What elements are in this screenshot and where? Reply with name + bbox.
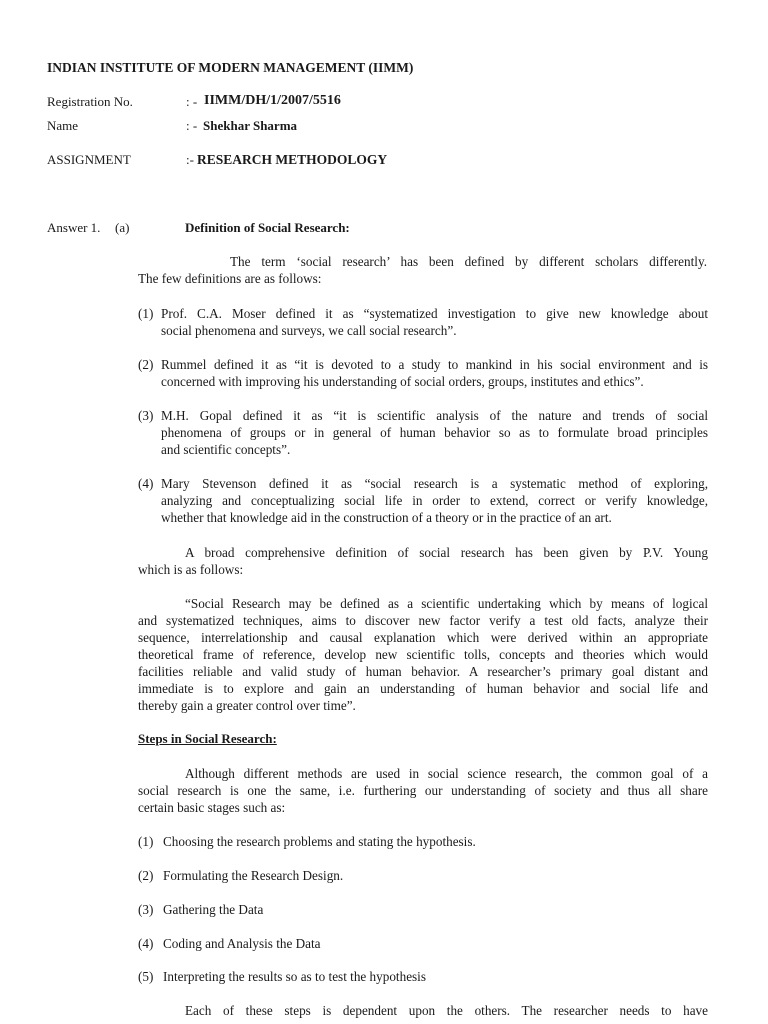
steps-intro-line: certain basic stages such as:	[138, 800, 286, 815]
list-item-line: Rummel defined it as “it is devoted to a study to mankind in his social environment and is	[161, 357, 708, 372]
step-text: Coding and Analysis the Data	[163, 936, 321, 951]
quote-line: theoretical frame of reference, develop new scientific tolls, concepts and theories which would	[138, 647, 708, 662]
list-number: (4)	[138, 476, 154, 491]
quote-line: “Social Research may be defined as a scientific undertaking which by means of logical	[185, 596, 708, 611]
answer-label: Answer 1.	[47, 220, 101, 235]
step-text: Choosing the research problems and stating the hypothesis.	[163, 834, 476, 849]
step-text: Gathering the Data	[163, 902, 264, 917]
step-text: Interpreting the results so as to test the hypothesis	[163, 969, 426, 984]
quote-line: immediate is to explore and gain an understanding of human behavior and social life and	[138, 681, 708, 696]
list-item-line: Mary Stevenson defined it as “social research is a systematic method of exploring,	[161, 476, 708, 491]
closing-line: Each of these steps is dependent upon the others. The researcher needs to have	[185, 1003, 708, 1018]
broad-line: which is as follows:	[138, 562, 244, 577]
list-item-line: whether that knowledge aid in the construction of a theory or in the practice of an art.	[161, 510, 612, 525]
list-item-line: analyzing and conceptualizing social life in order to extend, correct or verify knowledge,	[161, 493, 708, 508]
step-number: (5)	[138, 969, 154, 984]
name-separator: : -	[186, 118, 198, 133]
list-item-line: phenomena of groups or in general of human behavior so as to formulate broad principles	[161, 425, 708, 440]
step-number: (3)	[138, 902, 154, 917]
section-heading: Definition of Social Research:	[185, 220, 350, 235]
list-item-line: concerned with improving his understanding of social orders, groups, institutes and ethics”.	[161, 374, 644, 389]
registration-value: IIMM/DH/1/2007/5516	[204, 93, 341, 108]
quote-line: thereby gain a greater control over time”.	[138, 698, 356, 713]
step-number: (4)	[138, 936, 154, 951]
step-text: Formulating the Research Design.	[163, 868, 344, 883]
quote-line: sequence, interrelationship and causal explanation which were derived within an appropriate	[138, 630, 708, 645]
quote-line: and systematized techniques, aims to discover new factor verify a test old facts, analyze their	[138, 613, 708, 628]
list-item-line: social phenomena and surveys, we call social research”.	[161, 323, 457, 338]
list-item-line: M.H. Gopal defined it as “it is scientific analysis of the nature and trends of social	[161, 408, 708, 423]
steps-intro-line: social research is one the same, i.e. furthering our understanding of society and thus all share	[138, 783, 708, 798]
step-number: (2)	[138, 868, 154, 883]
list-number: (2)	[138, 357, 154, 372]
list-number: (3)	[138, 408, 154, 423]
registration-separator: : -	[186, 94, 198, 109]
steps-heading: Steps in Social Research:	[138, 731, 277, 746]
assignment-label: ASSIGNMENT	[47, 152, 131, 167]
intro-line: The few definitions are as follows:	[138, 271, 322, 286]
steps-intro-line: Although different methods are used in social science research, the common goal of a	[185, 766, 708, 781]
assignment-separator: :-	[186, 152, 194, 167]
name-value: Shekhar Sharma	[203, 118, 298, 133]
assignment-value: RESEARCH METHODOLOGY	[197, 152, 388, 167]
name-label: Name	[47, 118, 79, 133]
intro-line: The term ‘social research’ has been defined by different scholars differently.	[230, 254, 707, 269]
list-number: (1)	[138, 306, 154, 321]
institute-title: INDIAN INSTITUTE OF MODERN MANAGEMENT (IIMM)	[47, 60, 414, 75]
registration-label: Registration No.	[47, 94, 133, 109]
answer-part: (a)	[115, 220, 130, 235]
broad-line: A broad comprehensive definition of social research has been given by P.V. Young	[185, 545, 708, 560]
step-number: (1)	[138, 834, 154, 849]
quote-line: facilities reliable and valid study of human behavior. A researcher’s primary goal distant and	[138, 664, 708, 679]
list-item-line: and scientific concepts”.	[161, 442, 291, 457]
list-item-line: Prof. C.A. Moser defined it as “systematized investigation to give new knowledge about	[161, 306, 708, 321]
